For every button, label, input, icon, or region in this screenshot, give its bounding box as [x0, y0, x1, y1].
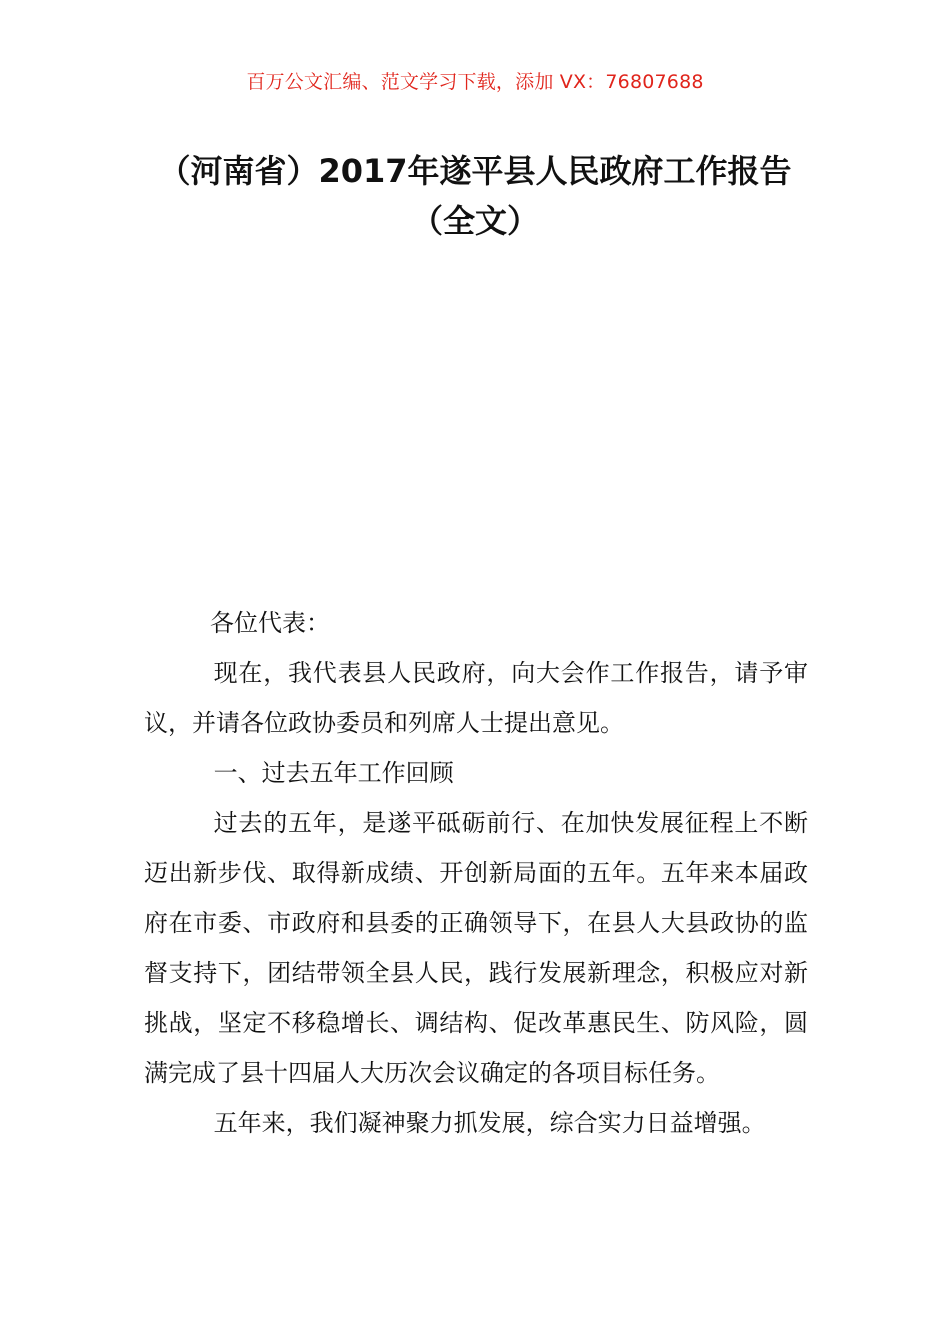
paragraph-intro: 现在，我代表县人民政府，向大会作工作报告，请予审议，并请各位政协委员和列席人士提出意见。: [144, 659, 808, 737]
salutation: 各位代表：: [210, 609, 330, 637]
document-title: （河南省）2017年遂平县人民政府工作报告（全文）: [158, 152, 792, 240]
section-heading: 一、过去五年工作回顾: [213, 759, 454, 787]
document-body: [144, 598, 808, 1148]
paragraph-review: 过去的五年，是遂平砥砺前行、在加快发展征程上不断迈出新步伐、取得新成绩、开创新局面的五年。五年来本届政府在市委、市政府和县委的正确领导下，在县人大县政协的监督支持下，团结带领全县人民，践行发展新理念，积极应对新挑战，坚定不移稳增长、调结构、促改革惠民生、防风险，圆满完成了县十四届人大历次会议确定的各项目标任务。: [144, 809, 808, 1087]
paragraph-achievements: 五年来，我们凝神聚力抓发展，综合实力日益增强。: [213, 1109, 766, 1137]
header-note: 百万公文汇编、范文学习下载，添加 VX：76807688: [246, 71, 704, 93]
